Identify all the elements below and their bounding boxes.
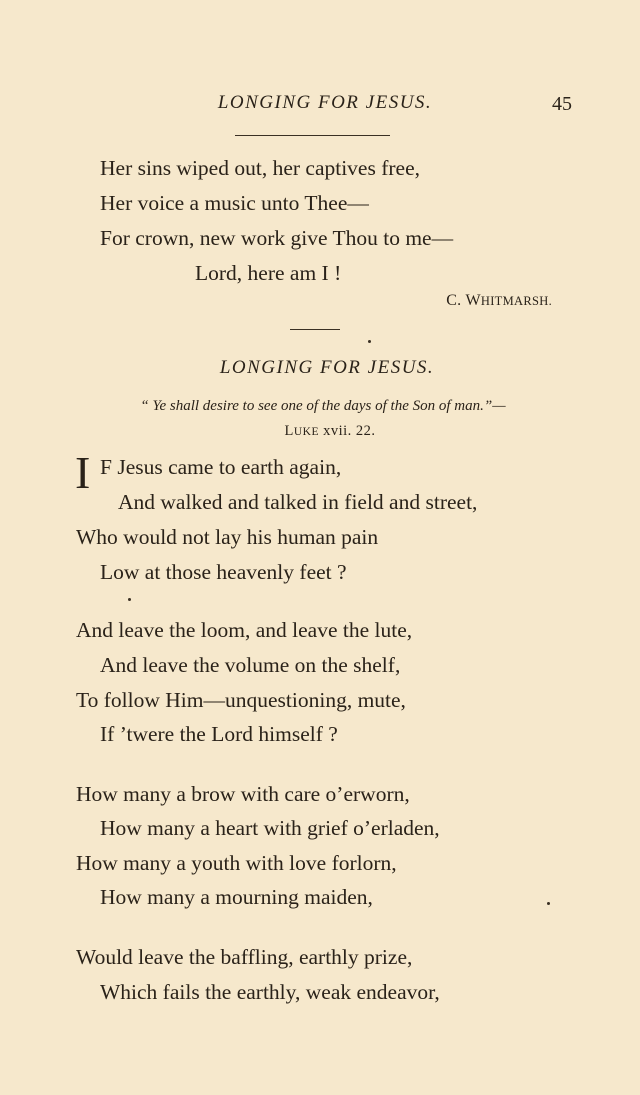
epigraph-reference — [0, 423, 640, 440]
poem-line: Which fails the earthly, weak endeavor, — [100, 980, 440, 1004]
poem-line: Would leave the baffling, earthly prize, — [76, 945, 413, 969]
drop-cap: I — [75, 447, 91, 498]
poem-line: To follow Him—unquestioning, mute, — [76, 688, 406, 712]
poem-line: F Jesus came to earth again, — [100, 455, 342, 479]
epigraph: “ Ye shall desire to see one of the days of the Son of man.”— — [140, 398, 506, 414]
poem-line: How many a brow with care o’erworn, — [76, 782, 410, 806]
previous-poem-line: For crown, new work give Thou to me— — [100, 226, 454, 250]
poem-title: LONGING FOR JESUS. — [219, 357, 435, 378]
ink-speck — [368, 340, 371, 343]
poem-line: Low at those heavenly feet ? — [100, 560, 347, 584]
page-number: 45 — [552, 93, 572, 115]
reference-smallcaps: UKE — [293, 426, 319, 438]
running-title: LONGING FOR JESUS. — [217, 92, 433, 113]
poem-line: And walked and talked in field and street, — [118, 490, 478, 514]
section-divider — [290, 329, 340, 330]
poem-line: How many a youth with love forlorn, — [76, 851, 397, 875]
reference-initial: L — [284, 423, 294, 439]
ink-speck — [128, 598, 131, 601]
poem-line: How many a heart with grief o’erladen, — [100, 816, 440, 840]
header-rule — [235, 135, 390, 136]
previous-poem-line: Her sins wiped out, her captives free, — [100, 156, 421, 180]
attribution — [446, 292, 552, 310]
ink-speck — [547, 902, 550, 905]
poem-line: Who would not lay his human pain — [76, 525, 379, 549]
attribution-smallcaps: HITMARSH. — [480, 294, 552, 308]
reference-rest: xvii. 22. — [318, 423, 376, 439]
previous-poem-line: Her voice a music unto Thee— — [100, 191, 369, 215]
poem-line: And leave the volume on the shelf, — [100, 653, 401, 677]
poem-line: If ’twere the Lord himself ? — [100, 722, 338, 746]
previous-poem-line: Lord, here am I ! — [195, 261, 342, 285]
poem-line: How many a mourning maiden, — [100, 885, 373, 909]
poem-line: And leave the loom, and leave the lute, — [76, 618, 413, 642]
attribution-initial: C. W — [446, 292, 481, 309]
